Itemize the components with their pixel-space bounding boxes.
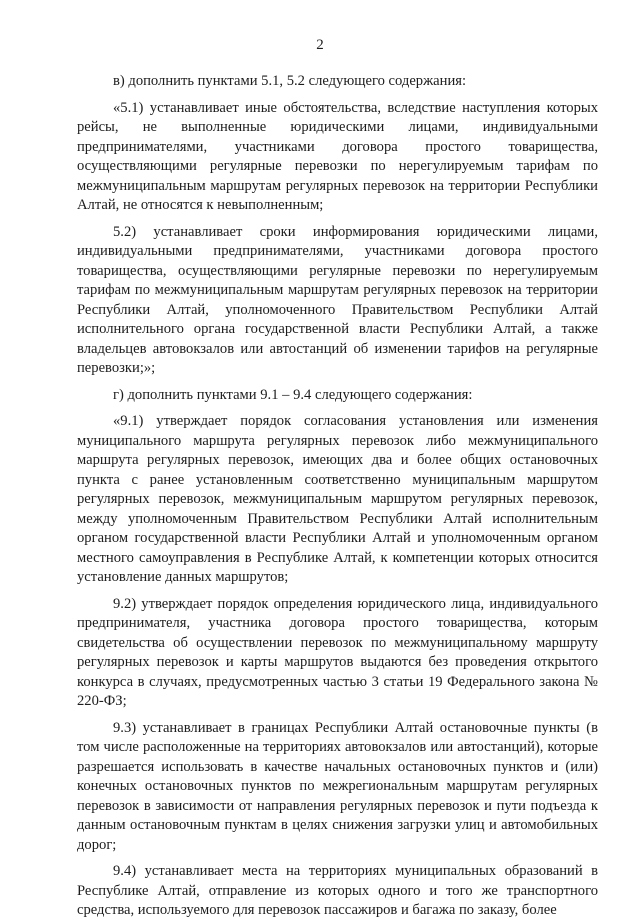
paragraph-item-9-4: 9.4) устанавливает места на территориях муниципальных образований в Республике Алтай, отправление из которых одного и того же транспортного средства, используемого для перевозок пассажиров и багажа по заказу, более <box>77 863 598 918</box>
document-body <box>77 72 598 921</box>
paragraph-amendment-g: г) дополнить пунктами 9.1 – 9.4 следующего содержания: <box>113 386 473 403</box>
paragraph-item-5-1: «5.1) устанавливает иные обстоятельства, вследствие наступления которых рейсы, не выполненные юридическими лицами, индивидуальными предпринимателями, участниками договора простого товарищества, осуществляющими регулярные перевозки по нерегулируемым тарифам по межмуниципальным маршрутам регулярных перевозок на территории Республики Алтай, не относятся к невыполненным; <box>77 99 598 213</box>
paragraph-item-5-2: 5.2) устанавливает сроки информирования юридическими лицами, индивидуальными предпринимателями, участниками договора простого товарищества, осуществляющими регулярные перевозки по нерегулируемым тарифам по межмуниципальным маршрутам регулярных перевозок на территории Республики Алтай, уполномоченного Правительством Республики Алтай исполнительного органа государственной власти Республики Алтай, а также владельцев автовокзалов или автостанций об изменении тарифов на регулярные перевозки;»; <box>77 223 598 376</box>
paragraph-amendment-v: в) дополнить пунктами 5.1, 5.2 следующего содержания: <box>113 73 467 89</box>
paragraph-item-9-3: 9.3) устанавливает в границах Республики Алтай остановочные пункты (в том числе расположенные на территориях автовокзалов или автостанций), которые разрешается использовать в качестве начальных остановочных пунктов и (или) конечных остановочных пунктов по межрегиональным маршрутам регулярных перевозок в зависимости от направления регулярных перевозок и пути подъезда к данным остановочным пунктам в целях снижения загрузки улиц и автомобильных дорог; <box>77 719 598 853</box>
page-number: 2 <box>316 37 324 53</box>
paragraph-item-9-1: «9.1) утверждает порядок согласования установления или изменения муниципального маршрута регулярных перевозок либо межмуниципального маршрута регулярных перевозок, имеющих два и более общих остановочных пункта с ранее установленным соответственно муниципальным маршрутом регулярных перевозок, межмуниципальным маршрутом регулярных перевозок, между уполномоченным Правительством Республики Алтай исполнительным органом государственной власти Республики Алтай и уполномоченным органом местного самоуправления в Республике Алтай, к компетенции которых относится установление данных маршрутов; <box>77 413 598 585</box>
paragraph-item-9-2: 9.2) утверждает порядок определения юридического лица, индивидуального предпринимателя, участника договора простого товарищества, которым свидетельства об осуществлении перевозок по межмуниципальному маршруту регулярных перевозок и карты маршрутов выдаются без проведения открытого конкурса в случаях, предусмотренных частью 3 статьи 19 Федерального закона № 220-ФЗ; <box>77 595 598 709</box>
